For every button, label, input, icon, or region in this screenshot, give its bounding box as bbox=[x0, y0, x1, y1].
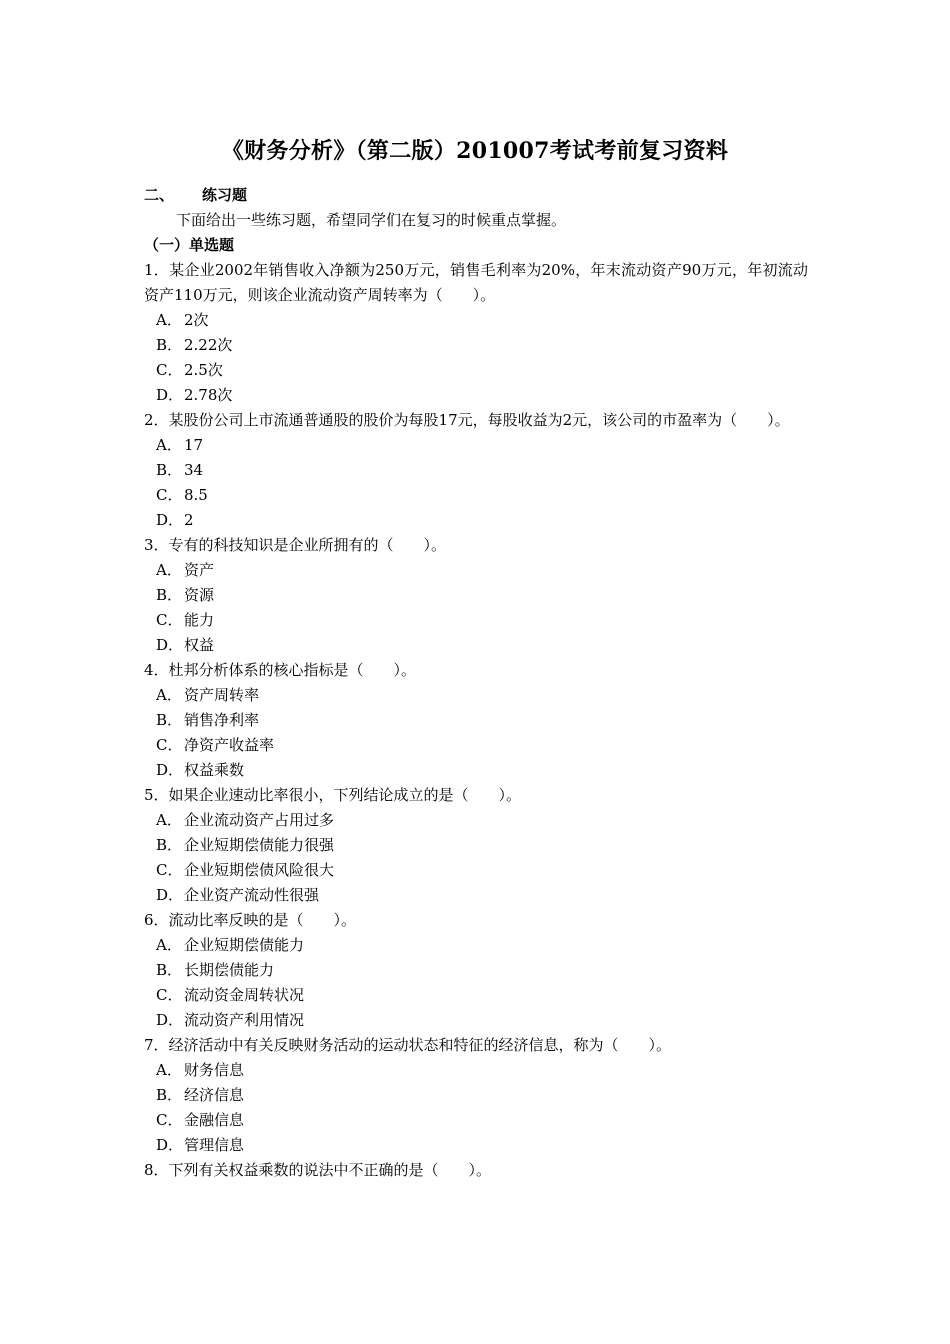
option-label: D． bbox=[156, 636, 184, 654]
question-4-option bbox=[144, 733, 808, 758]
option-label: C． bbox=[156, 736, 183, 754]
option-label: B． bbox=[156, 1086, 183, 1104]
option-text: 2.5次 bbox=[184, 361, 223, 379]
option-text: 2 bbox=[184, 511, 194, 529]
option-label: C． bbox=[156, 486, 183, 504]
option-label: B． bbox=[156, 586, 183, 604]
option-label: A． bbox=[156, 561, 182, 579]
option-label: B． bbox=[156, 961, 183, 979]
question-1-option bbox=[144, 308, 808, 333]
question-6-option bbox=[144, 1008, 808, 1033]
question-6-option bbox=[144, 933, 808, 958]
option-label: C． bbox=[156, 861, 183, 879]
question-5: 5．如果企业速动比率很小，下列结论成立的是（ ）。 bbox=[144, 786, 522, 804]
section-title: 练习题 bbox=[202, 186, 248, 204]
question-3-option bbox=[144, 608, 808, 633]
option-label: A． bbox=[156, 1061, 182, 1079]
question-6: 6．流动比率反映的是（ ）。 bbox=[144, 911, 357, 929]
question-7-option bbox=[144, 1058, 808, 1083]
question-7-option bbox=[144, 1083, 808, 1108]
question-2: 2．某股份公司上市流通普通股的股价为每股17元，每股收益为2元，该公司的市盈率为（ ）。 bbox=[144, 411, 790, 429]
question-7: 7．经济活动中有关反映财务活动的运动状态和特征的经济信息，称为（ ）。 bbox=[144, 1036, 672, 1054]
document-title: 《财务分析》（第二版）201007考试考前复习资料 bbox=[221, 138, 729, 164]
option-text: 企业短期偿债能力 bbox=[184, 936, 305, 954]
option-label: D． bbox=[156, 761, 184, 779]
option-text: 企业短期偿债风险很大 bbox=[184, 861, 335, 879]
option-text: 资产 bbox=[184, 561, 215, 579]
option-text: 资源 bbox=[184, 586, 215, 604]
question-5-option bbox=[144, 858, 808, 883]
section-number: 二、 bbox=[144, 186, 175, 204]
option-text: 企业短期偿债能力很强 bbox=[184, 836, 335, 854]
question-4-option bbox=[144, 683, 808, 708]
question-7-option bbox=[144, 1108, 808, 1133]
option-text: 长期偿债能力 bbox=[184, 961, 275, 979]
question-3: 3．专有的科技知识是企业所拥有的（ ）。 bbox=[144, 536, 447, 554]
option-text: 管理信息 bbox=[184, 1136, 245, 1154]
question-6-option bbox=[144, 983, 808, 1008]
question-2-option bbox=[144, 433, 808, 458]
option-text: 8.5 bbox=[184, 486, 208, 504]
option-text: 资产周转率 bbox=[184, 686, 260, 704]
option-label: C． bbox=[156, 1111, 183, 1129]
question-5-option bbox=[144, 808, 808, 833]
option-text: 净资产收益率 bbox=[184, 736, 275, 754]
subsection-heading: （一）单选题 bbox=[144, 236, 235, 254]
question-6-option bbox=[144, 958, 808, 983]
question-5-option bbox=[144, 883, 808, 908]
option-text: 流动资产利用情况 bbox=[184, 1011, 305, 1029]
option-text: 销售净利率 bbox=[184, 711, 260, 729]
question-2-option bbox=[144, 508, 808, 533]
option-label: D． bbox=[156, 1011, 184, 1029]
option-text: 权益 bbox=[184, 636, 215, 654]
question-2-option bbox=[144, 483, 808, 508]
option-label: B． bbox=[156, 461, 183, 479]
option-text: 流动资金周转状况 bbox=[184, 986, 305, 1004]
question-1-option bbox=[144, 358, 808, 383]
option-text: 权益乘数 bbox=[184, 761, 245, 779]
option-label: A． bbox=[156, 436, 182, 454]
option-text: 2.22次 bbox=[184, 336, 233, 354]
question-1-option bbox=[144, 383, 808, 408]
question-4-option bbox=[144, 708, 808, 733]
option-text: 金融信息 bbox=[184, 1111, 245, 1129]
section-heading bbox=[144, 183, 808, 208]
option-text: 经济信息 bbox=[184, 1086, 245, 1104]
question-1-option bbox=[144, 333, 808, 358]
option-label: C． bbox=[156, 361, 183, 379]
option-text: 财务信息 bbox=[184, 1061, 245, 1079]
option-label: D． bbox=[156, 511, 184, 529]
question-5-option bbox=[144, 833, 808, 858]
question-list bbox=[144, 258, 808, 1183]
document-body bbox=[144, 183, 808, 1183]
option-text: 34 bbox=[184, 461, 204, 479]
option-label: A． bbox=[156, 936, 182, 954]
option-label: D． bbox=[156, 386, 184, 404]
option-text: 企业资产流动性很强 bbox=[184, 886, 320, 904]
intro-paragraph: 下面给出一些练习题，希望同学们在复习的时候重点掌握。 bbox=[176, 211, 567, 229]
option-label: D． bbox=[156, 1136, 184, 1154]
option-text: 2.78次 bbox=[184, 386, 233, 404]
option-label: B． bbox=[156, 711, 183, 729]
question-2-option bbox=[144, 458, 808, 483]
option-text: 企业流动资产占用过多 bbox=[184, 811, 335, 829]
question-1: 1．某企业2002年销售收入净额为250万元，销售毛利率为20%，年末流动资产90万元，年初流动资产110万元，则该企业流动资产周转率为（ ）。 bbox=[144, 261, 808, 304]
option-label: A． bbox=[156, 311, 182, 329]
option-label: C． bbox=[156, 986, 183, 1004]
option-label: B． bbox=[156, 336, 183, 354]
option-label: A． bbox=[156, 811, 182, 829]
question-3-option bbox=[144, 633, 808, 658]
option-text: 2次 bbox=[184, 311, 209, 329]
option-text: 17 bbox=[184, 436, 204, 454]
option-label: B． bbox=[156, 836, 183, 854]
option-text: 能力 bbox=[184, 611, 215, 629]
question-3-option bbox=[144, 558, 808, 583]
option-label: D． bbox=[156, 886, 184, 904]
option-label: C． bbox=[156, 611, 183, 629]
question-4-option bbox=[144, 758, 808, 783]
question-8: 8．下列有关权益乘数的说法中不正确的是（ ）。 bbox=[144, 1161, 492, 1179]
question-4: 4．杜邦分析体系的核心指标是（ ）。 bbox=[144, 661, 417, 679]
option-label: A． bbox=[156, 686, 182, 704]
question-3-option bbox=[144, 583, 808, 608]
question-7-option bbox=[144, 1133, 808, 1158]
